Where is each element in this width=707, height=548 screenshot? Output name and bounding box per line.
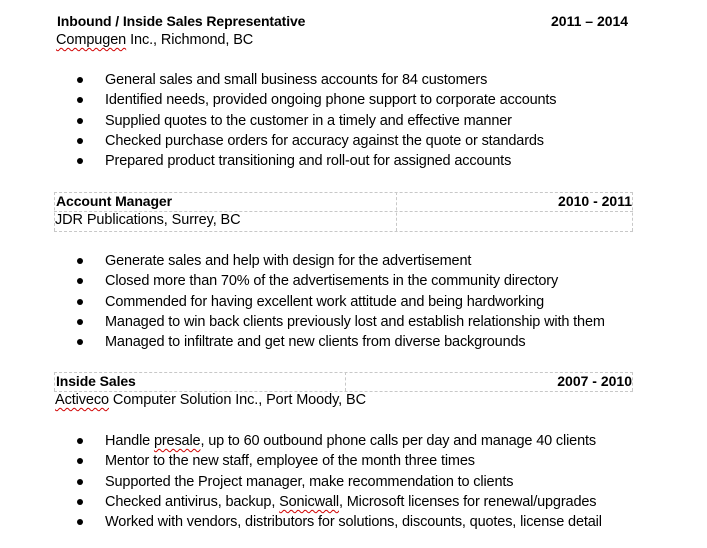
job-duties-list: [58, 70, 556, 171]
job-duties-list: [58, 251, 605, 352]
list-item: Closed more than 70% of the advertisements in the community directory: [58, 271, 605, 291]
bullet-icon: [77, 499, 83, 505]
bullet-icon: [77, 77, 83, 83]
bullet-icon: [77, 458, 83, 464]
job-company: Compugen Inc., Richmond, BC: [56, 32, 254, 48]
job-title: Inbound / Inside Sales Representative: [57, 13, 306, 29]
list-item: General sales and small business accounts for 84 customers: [58, 70, 556, 90]
list-item: Worked with vendors, distributors for solutions, discounts, quotes, license detail: [58, 512, 602, 532]
list-item: Supplied quotes to the customer in a timely and effective manner: [58, 111, 556, 131]
bullet-icon: [77, 97, 83, 103]
job-duties-list: [58, 431, 602, 532]
misspelled-word[interactable]: Activeco: [55, 392, 109, 408]
job-title: Account Manager: [56, 193, 172, 209]
list-item: Supported the Project manager, make recommendation to clients: [58, 472, 602, 492]
job-dates: 2010 - 2011: [558, 193, 632, 209]
list-item: Checked antivirus, backup, Sonicwall, Microsoft licenses for renewal/upgrades: [58, 492, 602, 512]
misspelled-word[interactable]: Compugen: [56, 32, 127, 48]
bullet-icon: [77, 118, 83, 124]
job-company: Activeco Computer Solution Inc., Port Moody, BC: [55, 392, 366, 408]
list-item: Identified needs, provided ongoing phone support to corporate accounts: [58, 90, 556, 110]
list-item: Mentor to the new staff, employee of the month three times: [58, 451, 602, 471]
bullet-icon: [77, 299, 83, 305]
job-dates: 2007 - 2010: [557, 373, 632, 389]
bullet-icon: [77, 158, 83, 164]
list-item: Managed to win back clients previously lost and establish relationship with them: [58, 312, 605, 332]
job-dates: 2011 – 2014: [551, 13, 629, 29]
bullet-icon: [77, 278, 83, 284]
bullet-icon: [77, 519, 83, 525]
bullet-icon: [77, 258, 83, 264]
bullet-icon: [77, 479, 83, 485]
list-item: Prepared product transitioning and roll-out for assigned accounts: [58, 151, 556, 171]
job-company: JDR Publications, Surrey, BC: [55, 212, 241, 228]
bullet-icon: [77, 339, 83, 345]
bullet-icon: [77, 438, 83, 444]
bullet-icon: [77, 138, 83, 144]
list-item: Managed to infiltrate and get new clients from diverse backgrounds: [58, 332, 605, 352]
list-item: Handle presale, up to 60 outbound phone calls per day and manage 40 clients: [58, 431, 602, 451]
misspelled-word[interactable]: presale: [153, 433, 201, 449]
list-item: Checked purchase orders for accuracy against the quote or standards: [58, 131, 556, 151]
list-item: Commended for having excellent work attitude and being hardworking: [58, 292, 605, 312]
list-item: Generate sales and help with design for the advertisement: [58, 251, 605, 271]
bullet-icon: [77, 319, 83, 325]
job-title: Inside Sales: [56, 373, 136, 389]
misspelled-word[interactable]: Sonicwall: [279, 493, 339, 510]
